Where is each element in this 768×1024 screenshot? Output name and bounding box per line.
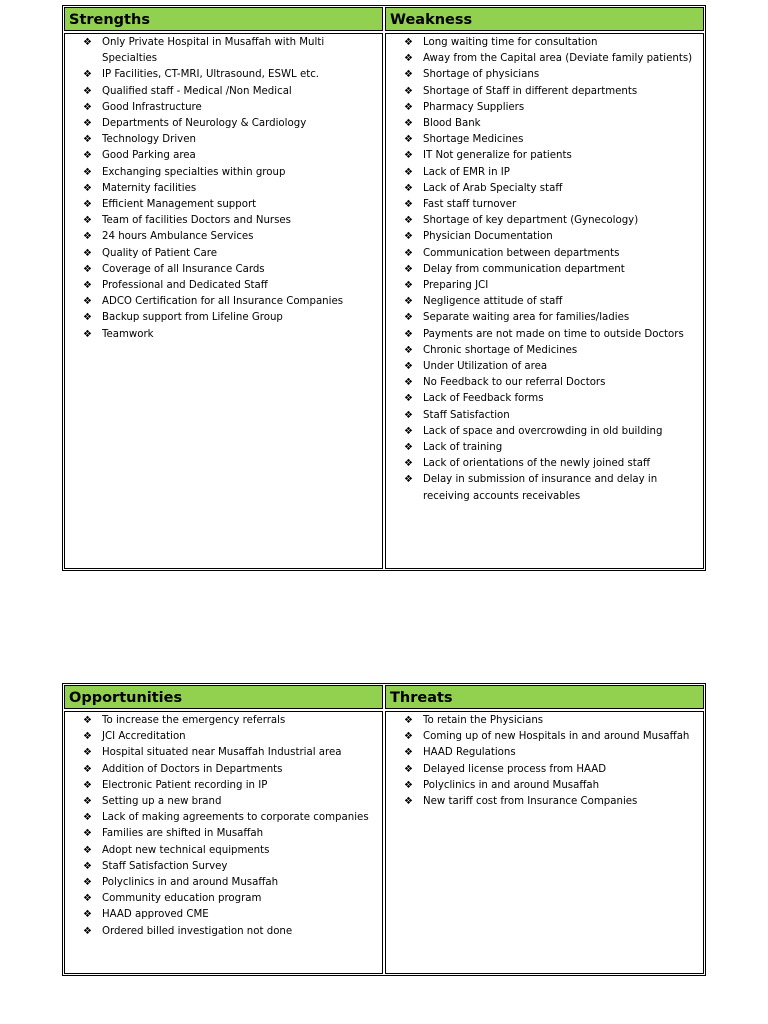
list-item-text: Lack of space and overcrowding in old building [423, 425, 663, 437]
list-item-text: Lack of Feedback forms [423, 393, 544, 405]
list-item [65, 84, 382, 100]
diamond-bullet-icon: ❖ [83, 779, 92, 791]
list-item [386, 327, 703, 343]
diamond-bullet-icon: ❖ [404, 393, 413, 405]
diamond-bullet-icon: ❖ [404, 134, 413, 146]
list-item [65, 116, 382, 132]
list-item [65, 262, 382, 278]
list-item-text: Delayed license process from HAAD [423, 763, 607, 775]
list-item-text: Shortage of Staff in different departments [423, 85, 638, 97]
list-item-text: Qualified staff - Medical /Non Medical [102, 85, 292, 97]
weakness-list [386, 35, 703, 505]
list-item-text: Pharmacy Suppliers [423, 101, 525, 113]
list-item-text: Exchanging specialties within group [102, 166, 286, 178]
list-item [65, 165, 382, 181]
diamond-bullet-icon: ❖ [83, 85, 92, 97]
diamond-bullet-icon: ❖ [404, 199, 413, 211]
diamond-bullet-icon: ❖ [404, 442, 413, 454]
diamond-bullet-icon: ❖ [83, 328, 92, 340]
list-item [65, 729, 382, 745]
list-item [65, 100, 382, 116]
diamond-bullet-icon: ❖ [404, 69, 413, 81]
list-item-text: Lack of training [423, 442, 503, 454]
list-item [386, 794, 703, 810]
weakness-header: Weakness [385, 7, 704, 31]
diamond-bullet-icon: ❖ [83, 231, 92, 243]
list-item [65, 745, 382, 761]
list-item-text: Efficient Management support [102, 199, 257, 211]
list-item [386, 84, 703, 100]
list-item [65, 310, 382, 326]
diamond-bullet-icon: ❖ [404, 37, 413, 48]
list-item [65, 875, 382, 891]
list-item [386, 343, 703, 359]
list-item-text: Setting up a new brand [102, 796, 222, 808]
opportunities-header: Opportunities [64, 685, 383, 709]
list-item [65, 229, 382, 245]
diamond-bullet-icon: ❖ [83, 877, 92, 889]
list-item-text: Adopt new technical equipments [102, 844, 270, 856]
list-item-text: Departments of Neurology & Cardiology [102, 118, 307, 130]
diamond-bullet-icon: ❖ [404, 328, 413, 340]
list-item-text: Coverage of all Insurance Cards [102, 263, 265, 275]
list-item [386, 197, 703, 213]
list-item-text: Delay in submission of insurance and delay in receiving accounts receivables [423, 474, 658, 502]
list-item [386, 745, 703, 761]
swot-table-strengths-weakness [62, 5, 706, 571]
list-item [65, 826, 382, 842]
list-item [386, 456, 703, 472]
list-item [386, 181, 703, 197]
list-item-text: IT Not generalize for patients [423, 150, 572, 162]
diamond-bullet-icon: ❖ [404, 296, 413, 308]
list-item [386, 359, 703, 375]
list-item-text: Delay from communication department [423, 263, 625, 275]
list-item-text: Polyclinics in and around Musaffah [423, 779, 600, 791]
list-item [386, 375, 703, 391]
list-item-text: Shortage of key department (Gynecology) [423, 215, 639, 227]
list-item [386, 148, 703, 164]
list-item [65, 859, 382, 875]
list-item-text: Quality of Patient Care [102, 247, 217, 259]
list-item [65, 294, 382, 310]
list-item [386, 229, 703, 245]
list-item-text: Away from the Capital area (Deviate family patients) [423, 53, 693, 65]
opportunities-column [64, 685, 383, 974]
diamond-bullet-icon: ❖ [404, 796, 413, 808]
list-item [386, 67, 703, 83]
diamond-bullet-icon: ❖ [404, 215, 413, 227]
diamond-bullet-icon: ❖ [83, 909, 92, 921]
list-item [65, 907, 382, 923]
diamond-bullet-icon: ❖ [404, 763, 413, 775]
list-item [65, 713, 382, 729]
list-item-text: New tariff cost from Insurance Companies [423, 796, 638, 808]
list-item [386, 729, 703, 745]
diamond-bullet-icon: ❖ [404, 409, 413, 421]
diamond-bullet-icon: ❖ [404, 101, 413, 113]
list-item [386, 424, 703, 440]
list-item [386, 262, 703, 278]
list-item [386, 165, 703, 181]
list-item-text: Maternity facilities [102, 182, 197, 194]
list-item-text: Fast staff turnover [423, 199, 517, 211]
strengths-list [65, 35, 382, 343]
list-item [65, 278, 382, 294]
list-item-text: Staff Satisfaction [423, 409, 510, 421]
list-item-text: Lack of Arab Specialty staff [423, 182, 563, 194]
list-item-text: Blood Bank [423, 118, 481, 130]
list-item [65, 181, 382, 197]
list-item-text: To increase the emergency referrals [102, 715, 286, 726]
list-item-text: Community education program [102, 893, 262, 905]
list-item-text: Professional and Dedicated Staff [102, 280, 268, 292]
list-item-text: Families are shifted in Musaffah [102, 828, 264, 840]
list-item-text: HAAD approved CME [102, 909, 209, 921]
diamond-bullet-icon: ❖ [404, 458, 413, 470]
list-item-text: Technology Driven [102, 134, 196, 146]
list-item-text: 24 hours Ambulance Services [102, 231, 254, 243]
list-item [386, 391, 703, 407]
list-item-text: Polyclinics in and around Musaffah [102, 877, 279, 889]
diamond-bullet-icon: ❖ [404, 747, 413, 759]
list-item [65, 213, 382, 229]
opportunities-body [64, 711, 383, 974]
swot-table-opportunities-threats [62, 683, 706, 976]
list-item-text: Team of facilities Doctors and Nurses [102, 215, 291, 227]
list-item [386, 51, 703, 67]
list-item [386, 762, 703, 778]
diamond-bullet-icon: ❖ [404, 361, 413, 373]
list-item [65, 924, 382, 940]
list-item [65, 197, 382, 213]
list-item-text: ADCO Certification for all Insurance Companies [102, 296, 344, 308]
list-item [65, 891, 382, 907]
diamond-bullet-icon: ❖ [83, 312, 92, 324]
list-item-text: Payments are not made on time to outside Doctors [423, 328, 684, 340]
diamond-bullet-icon: ❖ [404, 779, 413, 791]
list-item-text: Preparing JCI [423, 280, 489, 292]
list-item-text: HAAD Regulations [423, 747, 516, 759]
list-item-text: Separate waiting area for families/ladies [423, 312, 630, 324]
list-item [65, 148, 382, 164]
list-item [65, 132, 382, 148]
threats-list [386, 713, 703, 810]
list-item-text: Addition of Doctors in Departments [102, 763, 283, 775]
list-item [65, 810, 382, 826]
list-item-text: Only Private Hospital in Musaffah with Multi Specialties [102, 37, 325, 65]
threats-header: Threats [385, 685, 704, 709]
list-item [386, 213, 703, 229]
diamond-bullet-icon: ❖ [404, 166, 413, 178]
diamond-bullet-icon: ❖ [83, 925, 92, 937]
diamond-bullet-icon: ❖ [404, 263, 413, 275]
list-item-text: Lack of EMR in IP [423, 166, 510, 178]
diamond-bullet-icon: ❖ [404, 231, 413, 243]
diamond-bullet-icon: ❖ [404, 247, 413, 259]
list-item-text: To retain the Physicians [423, 715, 544, 726]
diamond-bullet-icon: ❖ [83, 37, 92, 48]
diamond-bullet-icon: ❖ [83, 731, 92, 743]
list-item-text: Hospital situated near Musaffah Industrial area [102, 747, 342, 759]
diamond-bullet-icon: ❖ [83, 199, 92, 211]
diamond-bullet-icon: ❖ [83, 69, 92, 81]
list-item-text: Physician Documentation [423, 231, 553, 243]
list-item [386, 778, 703, 794]
diamond-bullet-icon: ❖ [404, 344, 413, 356]
list-item-text: Under Utilization of area [423, 361, 548, 373]
diamond-bullet-icon: ❖ [404, 425, 413, 437]
list-item-text: Lack of making agreements to corporate companies [102, 812, 369, 824]
list-item [65, 778, 382, 794]
diamond-bullet-icon: ❖ [404, 715, 413, 726]
diamond-bullet-icon: ❖ [83, 280, 92, 292]
diamond-bullet-icon: ❖ [83, 763, 92, 775]
diamond-bullet-icon: ❖ [83, 296, 92, 308]
list-item-text: Good Infrastructure [102, 101, 202, 113]
diamond-bullet-icon: ❖ [83, 182, 92, 194]
list-item [65, 327, 382, 343]
diamond-bullet-icon: ❖ [83, 118, 92, 130]
diamond-bullet-icon: ❖ [404, 280, 413, 292]
weakness-body [385, 33, 704, 569]
diamond-bullet-icon: ❖ [404, 474, 413, 486]
list-item [386, 472, 703, 504]
list-item-text: Good Parking area [102, 150, 196, 162]
list-item [386, 100, 703, 116]
list-item-text: No Feedback to our referral Doctors [423, 377, 606, 389]
list-item-text: Electronic Patient recording in IP [102, 779, 268, 791]
diamond-bullet-icon: ❖ [83, 796, 92, 808]
diamond-bullet-icon: ❖ [404, 150, 413, 162]
diamond-bullet-icon: ❖ [83, 747, 92, 759]
diamond-bullet-icon: ❖ [404, 53, 413, 65]
threats-body [385, 711, 704, 974]
threats-column [385, 685, 704, 974]
list-item [386, 294, 703, 310]
diamond-bullet-icon: ❖ [83, 134, 92, 146]
diamond-bullet-icon: ❖ [83, 263, 92, 275]
diamond-bullet-icon: ❖ [83, 893, 92, 905]
list-item [386, 278, 703, 294]
list-item-text: Chronic shortage of Medicines [423, 344, 578, 356]
weakness-column [385, 7, 704, 569]
list-item [65, 794, 382, 810]
list-item-text: Backup support from Lifeline Group [102, 312, 283, 324]
list-item-text: Negligence attitude of staff [423, 296, 563, 308]
diamond-bullet-icon: ❖ [83, 247, 92, 259]
diamond-bullet-icon: ❖ [404, 85, 413, 97]
list-item [386, 713, 703, 729]
list-item [386, 35, 703, 51]
diamond-bullet-icon: ❖ [404, 182, 413, 194]
diamond-bullet-icon: ❖ [83, 715, 92, 726]
list-item [65, 67, 382, 83]
strengths-body [64, 33, 383, 569]
opportunities-list [65, 713, 382, 940]
list-item-text: Shortage of physicians [423, 69, 540, 81]
list-item [65, 35, 382, 67]
list-item [386, 132, 703, 148]
list-item-text: Communication between departments [423, 247, 620, 259]
diamond-bullet-icon: ❖ [83, 844, 92, 856]
list-item-text: Teamwork [102, 328, 154, 340]
diamond-bullet-icon: ❖ [404, 118, 413, 130]
list-item-text: JCI Accreditation [102, 731, 186, 743]
list-item [386, 408, 703, 424]
list-item [386, 246, 703, 262]
diamond-bullet-icon: ❖ [83, 812, 92, 824]
diamond-bullet-icon: ❖ [83, 860, 92, 872]
list-item [386, 440, 703, 456]
strengths-column [64, 7, 383, 569]
list-item [65, 246, 382, 262]
list-item [386, 310, 703, 326]
diamond-bullet-icon: ❖ [404, 731, 413, 743]
list-item-text: IP Facilities, CT-MRI, Ultrasound, ESWL etc. [102, 69, 320, 81]
diamond-bullet-icon: ❖ [83, 828, 92, 840]
strengths-header: Strengths [64, 7, 383, 31]
list-item [65, 762, 382, 778]
list-item-text: Ordered billed investigation not done [102, 925, 293, 937]
list-item [386, 116, 703, 132]
diamond-bullet-icon: ❖ [404, 312, 413, 324]
list-item-text: Long waiting time for consultation [423, 37, 598, 48]
diamond-bullet-icon: ❖ [83, 166, 92, 178]
diamond-bullet-icon: ❖ [404, 377, 413, 389]
list-item-text: Staff Satisfaction Survey [102, 860, 228, 872]
diamond-bullet-icon: ❖ [83, 150, 92, 162]
list-item-text: Coming up of new Hospitals in and around Musaffah [423, 731, 690, 743]
diamond-bullet-icon: ❖ [83, 101, 92, 113]
list-item [65, 843, 382, 859]
list-item-text: Lack of orientations of the newly joined staff [423, 458, 651, 470]
list-item-text: Shortage Medicines [423, 134, 524, 146]
diamond-bullet-icon: ❖ [83, 215, 92, 227]
